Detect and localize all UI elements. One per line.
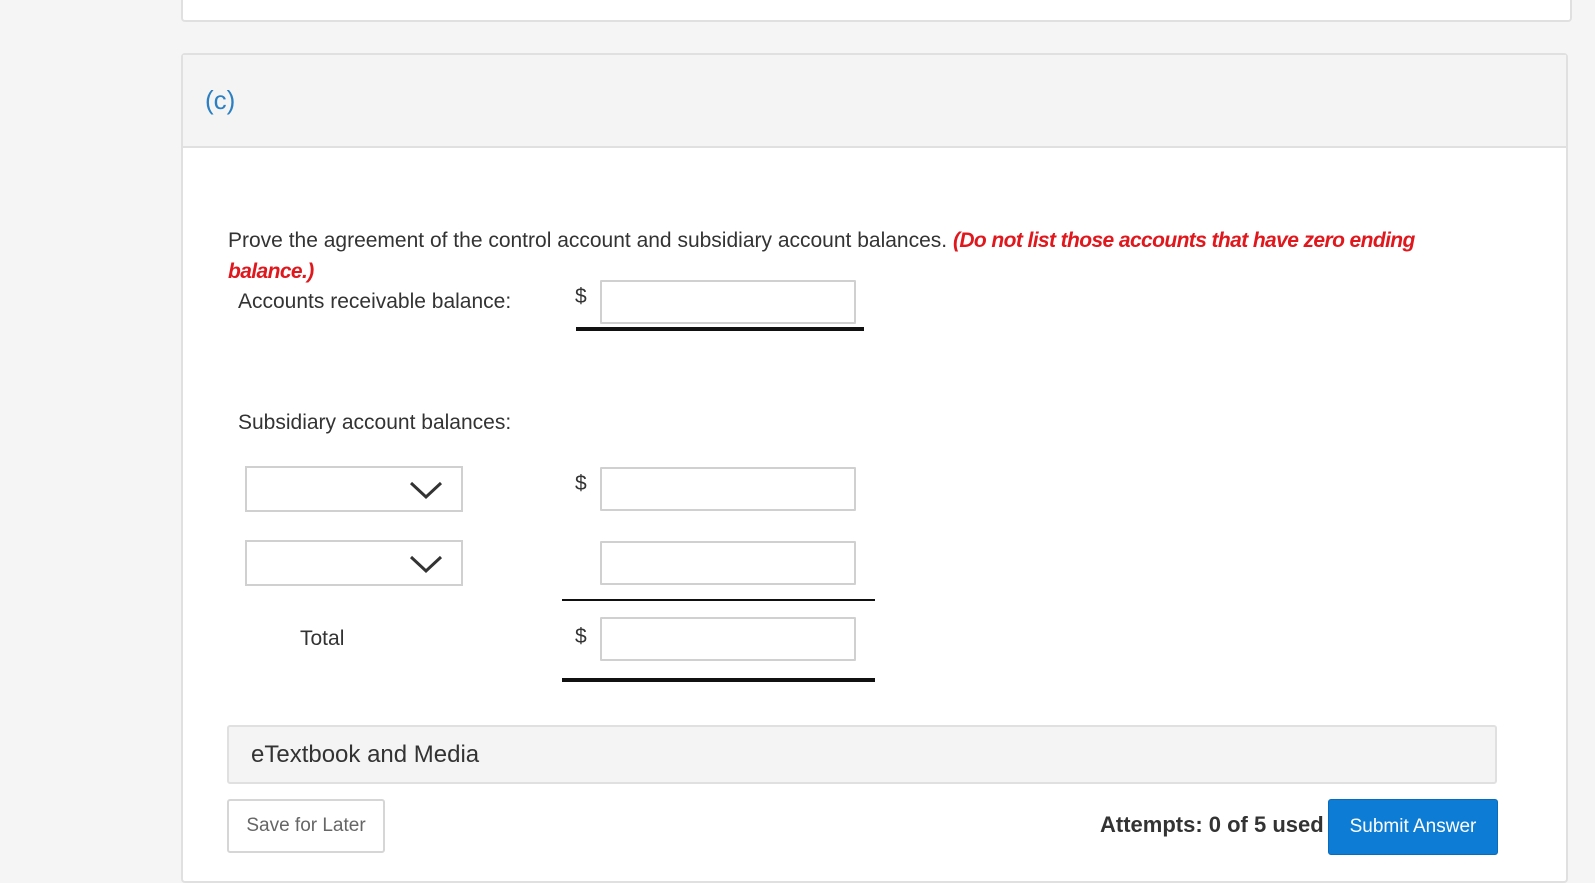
subsidiary-label: Subsidiary account balances:	[238, 411, 512, 434]
chevron-down-icon	[409, 480, 443, 500]
accounts-receivable-currency: $	[575, 285, 587, 308]
subsidiary-row-1-currency: $	[575, 472, 587, 495]
subsidiary-account-select-2[interactable]	[245, 540, 463, 586]
etextbook-media-label: eTextbook and Media	[251, 741, 480, 768]
instructions-warning: (Do not list those accounts that have zero ending balance.)	[228, 229, 1415, 283]
instructions	[228, 225, 1458, 287]
total-double-underline	[562, 678, 875, 682]
part-header	[183, 55, 1566, 148]
previous-part-card	[181, 0, 1572, 22]
total-input[interactable]	[600, 617, 856, 661]
total-label: Total	[300, 627, 345, 650]
subsidiary-account-select-1[interactable]	[245, 466, 463, 512]
chevron-down-icon	[409, 554, 443, 574]
subtotal-underline	[562, 599, 875, 601]
subsidiary-amount-input-1[interactable]	[600, 467, 856, 511]
save-for-later-button[interactable]: Save for Later	[227, 799, 385, 853]
part-label: (c)	[205, 85, 236, 115]
accounts-receivable-input[interactable]	[600, 280, 856, 324]
submit-answer-button[interactable]: Submit Answer	[1328, 799, 1498, 855]
etextbook-media-panel[interactable]	[227, 725, 1497, 784]
instructions-text: Prove the agreement of the control account and subsidiary account balances.	[228, 229, 953, 252]
subsidiary-amount-input-2[interactable]	[600, 541, 856, 585]
accounts-receivable-double-underline	[576, 327, 864, 331]
attempts-counter: Attempts: 0 of 5 used	[1100, 812, 1324, 837]
total-currency: $	[575, 625, 587, 648]
accounts-receivable-label: Accounts receivable balance:	[238, 290, 512, 313]
question-part-card	[181, 53, 1568, 883]
